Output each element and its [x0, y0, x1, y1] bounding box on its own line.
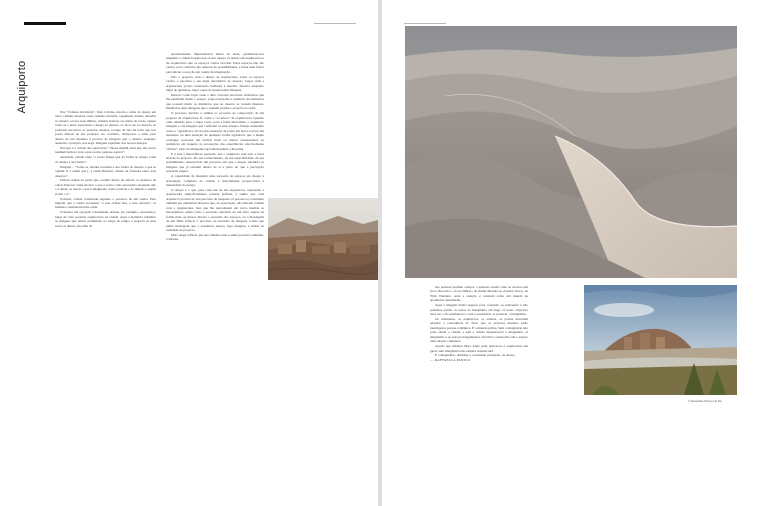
paragraph: são pedonal permite compor o passado assim como se escreve um livro. Recordo o «Caro Diário» de Nanni Moretti ou «Lisbon Story» de Wim Wenders, onde a atenção é centrada sobre um mundo de aparências desenhadas.	[430, 285, 528, 303]
paragraph: O processo descrito é similar ao processo de composição de um projecto de arquitectura. É, como o “acontece” da arquitectura. Quando onde olhando para o lugar vazio, para a folha imaculada, o arquitecto imagina e cria imagens que confluem os seus desejos. Desejo entendido como a “agradável e alvoroçada sensação de poder em breve reviver um momento ou uma situação de qualquer forma agradável, que a mente consegue recreosar em formas mais ou menos evanescentes ou realísticas em respeito às percepções das experiências efectivamente vividas”. http://it.wikipedia.org/wiki/desiderio, (Rosolia).	[166, 111, 264, 151]
dune-photo	[405, 26, 737, 278]
article-column-3	[430, 285, 528, 465]
paragraph: Não o projecto, mas o desejo de arquitectura, sobre os espaços vazios, e encontra o seu lugar automático no deserto. Lugar onde a arquitectura (como construção humana) é ausente. Deserto enquanto lugar de quimeras, lugar capaz de desencadear imagens.	[166, 74, 264, 93]
paragraph: Zobaida, cidade construída segundo o percurso de um sonho. Para impedir que o sonho escapasse “a esta cidade feia, a esta ratoeira”, os homens construíram uma saída.	[55, 196, 156, 210]
left-page	[0, 0, 378, 506]
paragraph: E é esta a maravilhosa operação que o arquitecto está apto a fazer através do projecto. Do seu conhecimento, da sua especificidade, da sua sensibilidade: desenvolver um processo em que o desejo relembra as imagens que já existem dentro de si e parte do que a percepção sensorial sugere.	[166, 151, 264, 174]
paragraph: Marc Augé reflecte que nas cidades onde é ainda possível caminhar, à diferen-	[166, 232, 264, 242]
paragraph: O deserto em oposição à densidade, urbana, por exemplo, representa a lugar de cada possível arquitectura ou cidade. Aqui a memória relembra as imagens que temos acumulado ao longo do tempo e projecta as suas sobre as dunas, em cima da	[55, 210, 156, 228]
header-rule	[404, 23, 446, 24]
paragraph: O desejo é o que, para cada um de nós arquitectos, representa a arquitectura subjectivamente tornada perfeita, é aquilo que cada arquitecto procura no seu percurso de pesquisa. O percurso é construído também por elementos diversos que, na apreciação, não têm um comum com a arquitectura, mas que lhe reproduzem em curva medida os mecanismos: assim como a sucessão narrativa de um livro sugere de forma mais ou menos directa a sucessão dos espaços, ou a montagem de um filme reflecte o processo de sucessão de imagens. Como que numa montagem que o arquitecto desejo, logo imagina, e traduz na realidade do projecto.	[166, 187, 264, 233]
author-signature: — RAFFAELLA PANICO	[430, 358, 471, 363]
paragraph: aparentemente imperturbável linura da areia, permitindo-nos imaginar a cidade forjada pelo nosso desejo. O desejo em arquitectura e de arquitectura que os espaços vazios evocam. Estes espaços não são vazios, pelo contrário são repletos de possibilidades, e basta uma faísca para iniciar a reacção em cadeia da imaginação.	[166, 52, 264, 74]
paragraph: Deserto como lugar onde o olho converte encontrar obstáculos que lhe permitam medir o espaço, proporciona-lhe a ausência de elementos que possam medir as distâncias que no deserto se tornam imensas. Distâncias entre imagens que o homem produz e projecta ao redor.	[166, 92, 264, 111]
paragraph: E o imaginário, também, é construído sobretudo, de desejo.	[435, 353, 516, 358]
paragraph: Dorotea é a cidade das aspirações: “Nessa manhã senti que não havia nenhum bem na vida a que eu não pudesse aspirar”.	[55, 146, 156, 155]
paragraph: Despina – “Todas as cidades recebem a sua forma do deserto a que se opõem. E é assim que (...) vêem Despina, cidade de fronteira entre dois desertos”.	[55, 164, 156, 178]
photo-credit: © Alessandro Taronno do Rio	[688, 400, 722, 403]
right-page	[382, 0, 760, 506]
paragraph: Aqui a imagem indica lugares para construir ou reinventar e não podemos perder os rastos do imaginário em fuga. O nosso objectivo deve ser o de restabelecer o real e ressuscitar, se possível, o imaginário.	[430, 303, 528, 317]
header-rule	[314, 23, 356, 24]
paragraph: Os urbanistas, os arquitectos, os artistas, os poetas deveriam adquirir a consciência do facto que os próprios destinos estão interligados porque é idêntica. É a matéria prima. Sem o imaginário não pode existir a cidade; a sem a cidade desaparecerá o imaginário. O imaginário e as suas prolongamentos afectivos constroem com o espaço uma relação complexa.	[430, 316, 528, 344]
paragraph: Nas “Cidades Invisíveis”, Italo Calvino aborda o tema do desejo em cinco cidades desertas como cidades orientais, vagamente árabes, situadas no deserto ou nos seus limites, cidades brancas ou cheias de torres. Quase como se o autor associasse o desejo ao deserto, ao facto de, no deserto, se poderem encontrar os próprios desejos, porque ali não há nada que nos possa distrair de nós próprios. Ao contrário, obriga-nos a olhar para dentro de nós mesmos à procura de imagens que o deserto enquanto ausência, oposição, nos nega. Imagens repelidas dos nossos desejos.	[55, 110, 156, 146]
section-title	[14, 52, 30, 122]
section-title-text: Arquiporto	[16, 60, 28, 114]
village-photo	[268, 198, 378, 280]
article-column-1	[55, 110, 156, 490]
kasbah-photo	[584, 285, 737, 395]
section-rule	[24, 22, 66, 25]
paragraph: Fedora cidade de pedra que contém dentro de esferas os modelos de outras Fedoras “uma encerra o que é aceite como necessário enquanto não o é ainda; as outras o que é imaginado como possível e no minuto a seguir já não o é”.	[55, 178, 156, 196]
article-column-2	[166, 52, 264, 462]
paragraph: A capacidade de imaginar uma sucessão de espaços até chegar à articulação complexa da cidade, é directamente proporcional à intensidade do desejo.	[166, 174, 264, 188]
paragraph: Aquilo que afirmou Marc Augé pode aplicar-se à arquitectura em geral: sem imaginário não existirá arquitectura.	[430, 344, 528, 353]
paragraph: Anastasia, cidade onde “a nossa fadiga que dá forma ao desejo toma do desejo a sua forma”.	[55, 155, 156, 164]
